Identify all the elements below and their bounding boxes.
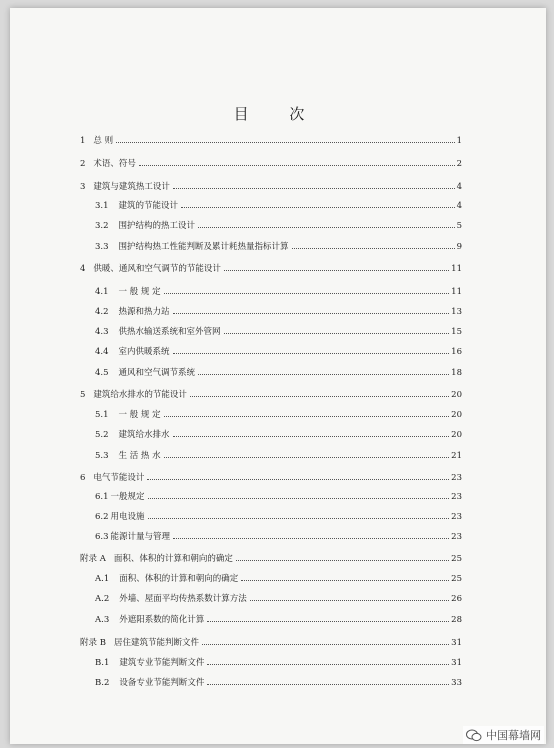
toc-entry-page: 2 <box>456 159 462 169</box>
toc-entry <box>95 590 462 604</box>
toc-entry <box>80 550 462 564</box>
toc-entry-page: 16 <box>451 347 462 357</box>
toc-entry-number: 3.2 <box>95 221 109 231</box>
dot-leader <box>190 396 449 397</box>
toc-entry <box>95 611 462 625</box>
toc-entry-page: 23 <box>451 512 462 522</box>
toc-entry-label: 通风和空气调节系统 <box>118 368 196 378</box>
toc-entry-page: 5 <box>456 221 462 231</box>
toc-entry-number: 2 <box>80 159 86 169</box>
toc-entry-page: 23 <box>451 532 462 542</box>
toc-entry <box>95 654 462 668</box>
dot-leader <box>224 333 450 334</box>
toc-entry-label: 用电设施 <box>110 512 145 522</box>
toc-entry-label: 设备专业节能判断文件 <box>119 678 205 688</box>
toc-entry-label: 建筑给水排水的节能设计 <box>93 390 187 400</box>
toc-entry-label: 建筑的节能设计 <box>118 201 179 211</box>
toc-entry-number: 6.1 <box>95 492 109 502</box>
toc-entry-label: 生 活 热 水 <box>118 451 161 461</box>
toc-entry <box>95 508 462 522</box>
toc-entry <box>95 238 462 252</box>
toc-entry <box>95 406 462 420</box>
toc-entry-number: 6.2 <box>95 512 109 522</box>
toc-entry-number: 4.5 <box>95 368 109 378</box>
toc-entry-label: 室内供暖系统 <box>118 347 170 357</box>
toc-entry-label: 面积、体积的计算和朝向的确定 <box>113 554 233 564</box>
toc-entry-page: 4 <box>456 201 462 211</box>
toc-entry-label: 供暖、通风和空气调节的节能设计 <box>93 264 221 274</box>
toc-entry <box>95 197 462 211</box>
toc-entry <box>95 283 462 297</box>
toc-entry-page: 23 <box>451 492 462 502</box>
toc-entry-number: 4.2 <box>95 307 109 317</box>
toc-entry-label: 一 般 规 定 <box>118 410 161 420</box>
toc-entry <box>95 303 462 317</box>
toc-entry <box>95 674 462 688</box>
dot-leader <box>164 457 450 458</box>
toc-entry-number: 5.3 <box>95 451 109 461</box>
toc-entry-label: 建筑与建筑热工设计 <box>93 182 170 192</box>
document-page <box>10 8 546 744</box>
toc-entry-page: 31 <box>451 638 462 648</box>
toc-entry-number: B.2 <box>95 678 110 688</box>
toc-entry-label: 围护结构的热工设计 <box>118 221 196 231</box>
toc-entry-number: 4 <box>80 264 86 274</box>
toc-entry-number: 1 <box>80 136 86 146</box>
toc-entry-label: 热源和热力站 <box>118 307 170 317</box>
toc-entry <box>80 386 462 400</box>
toc-entry <box>80 469 462 483</box>
dot-leader <box>116 142 454 143</box>
toc-entry-number: 3.3 <box>95 242 109 252</box>
toc-entry-label: 围护结构热工性能判断及累计耗热量指标计算 <box>118 242 289 252</box>
toc-entry-label: 电气节能设计 <box>93 473 145 483</box>
dot-leader <box>198 227 455 228</box>
dot-leader <box>292 248 455 249</box>
toc-entry-page: 20 <box>451 390 462 400</box>
dot-leader <box>224 270 449 271</box>
toc-entry-page: 15 <box>451 327 462 337</box>
dot-leader <box>173 313 450 314</box>
dot-leader <box>250 600 449 601</box>
toc-entry-number: A.1 <box>95 574 110 584</box>
toc-entry-label: 能源计量与管理 <box>110 532 171 542</box>
toc-entry-label: 建筑专业节能判断文件 <box>119 658 205 668</box>
dot-leader <box>164 416 450 417</box>
dot-leader <box>198 374 449 375</box>
dot-leader <box>173 188 455 189</box>
dot-leader <box>173 353 450 354</box>
toc-entry-number: A.2 <box>95 594 110 604</box>
toc-entry <box>95 570 462 584</box>
dot-leader <box>164 293 450 294</box>
toc-entry-number: 6 <box>80 473 86 483</box>
dot-leader <box>173 436 450 437</box>
toc-entry-number: A.3 <box>95 615 110 625</box>
toc-entry <box>95 528 462 542</box>
toc-entry-page: 18 <box>451 368 462 378</box>
toc-entry-label: 一般规定 <box>110 492 145 502</box>
dot-leader <box>207 664 449 665</box>
toc-entry-page: 9 <box>456 242 462 252</box>
dot-leader <box>207 621 449 622</box>
toc-entry-label: 建筑给水排水 <box>118 430 170 440</box>
toc-entry <box>95 217 462 231</box>
toc-entry-page: 25 <box>451 574 462 584</box>
toc-entry-page: 25 <box>451 554 462 564</box>
toc-entry-number: 3.1 <box>95 201 109 211</box>
toc-entry-label: 术语、符号 <box>93 159 136 169</box>
toc-entry-number: 4.4 <box>95 347 109 357</box>
toc-entry-page: 1 <box>456 136 462 146</box>
toc-entry <box>80 634 462 648</box>
toc-entry-label: 外遮阳系数的简化计算 <box>119 615 205 625</box>
toc-entry-page: 20 <box>451 430 462 440</box>
toc-entry-page: 11 <box>451 287 462 297</box>
toc-entry-number: 3 <box>80 182 86 192</box>
toc-entry-label: 外墙、屋面平均传热系数计算方法 <box>119 594 247 604</box>
dot-leader <box>148 498 450 499</box>
dot-leader <box>236 560 449 561</box>
toc-entry-label: 一 般 规 定 <box>118 287 161 297</box>
dot-leader <box>147 479 449 480</box>
toc-entry-number: 4.1 <box>95 287 109 297</box>
dot-leader <box>148 518 450 519</box>
toc-entry <box>95 447 462 461</box>
watermark <box>463 726 544 744</box>
toc-entry-page: 28 <box>451 615 462 625</box>
toc-entry <box>95 323 462 337</box>
dot-leader <box>173 538 449 539</box>
toc-entry-number: 6.3 <box>95 532 109 542</box>
dot-leader <box>181 207 455 208</box>
toc-entry-page: 26 <box>451 594 462 604</box>
toc-entry-label: 供热水输送系统和室外管网 <box>118 327 221 337</box>
toc-entry-number: 附录 B <box>80 638 106 648</box>
toc-entry-page: 4 <box>456 182 462 192</box>
toc-entry-number: 4.3 <box>95 327 109 337</box>
toc-entry-number: 5.1 <box>95 410 109 420</box>
dot-leader <box>207 684 449 685</box>
toc-entry-label: 总 则 <box>93 136 114 146</box>
watermark-text: 中国幕墙网 <box>486 729 541 742</box>
wechat-icon <box>466 729 482 742</box>
toc-entry-label: 面积、体积的计算和朝向的确定 <box>119 574 239 584</box>
toc-entry <box>95 343 462 357</box>
toc-entry <box>95 364 462 378</box>
toc-entry-page: 33 <box>451 678 462 688</box>
toc-entry <box>80 132 462 146</box>
toc-title: 目 次 <box>233 105 323 123</box>
dot-leader <box>202 644 449 645</box>
toc-entry-page: 20 <box>451 410 462 420</box>
toc-entry-number: 5.2 <box>95 430 109 440</box>
toc-entry <box>80 260 462 274</box>
toc-entry-page: 31 <box>451 658 462 668</box>
toc-entry-page: 13 <box>451 307 462 317</box>
toc-entry-number: 附录 A <box>80 554 106 564</box>
toc-entry-page: 21 <box>451 451 462 461</box>
toc-entry-number: 5 <box>80 390 86 400</box>
toc-entry <box>95 488 462 502</box>
toc-entry-number: B.1 <box>95 658 110 668</box>
dot-leader <box>241 580 449 581</box>
toc-entry <box>95 426 462 440</box>
toc-entry-page: 11 <box>451 264 462 274</box>
toc-entry-label: 居住建筑节能判断文件 <box>113 638 199 648</box>
toc-entry-page: 23 <box>451 473 462 483</box>
toc-entry <box>80 155 462 169</box>
dot-leader <box>139 165 455 166</box>
toc-entry <box>80 178 462 192</box>
